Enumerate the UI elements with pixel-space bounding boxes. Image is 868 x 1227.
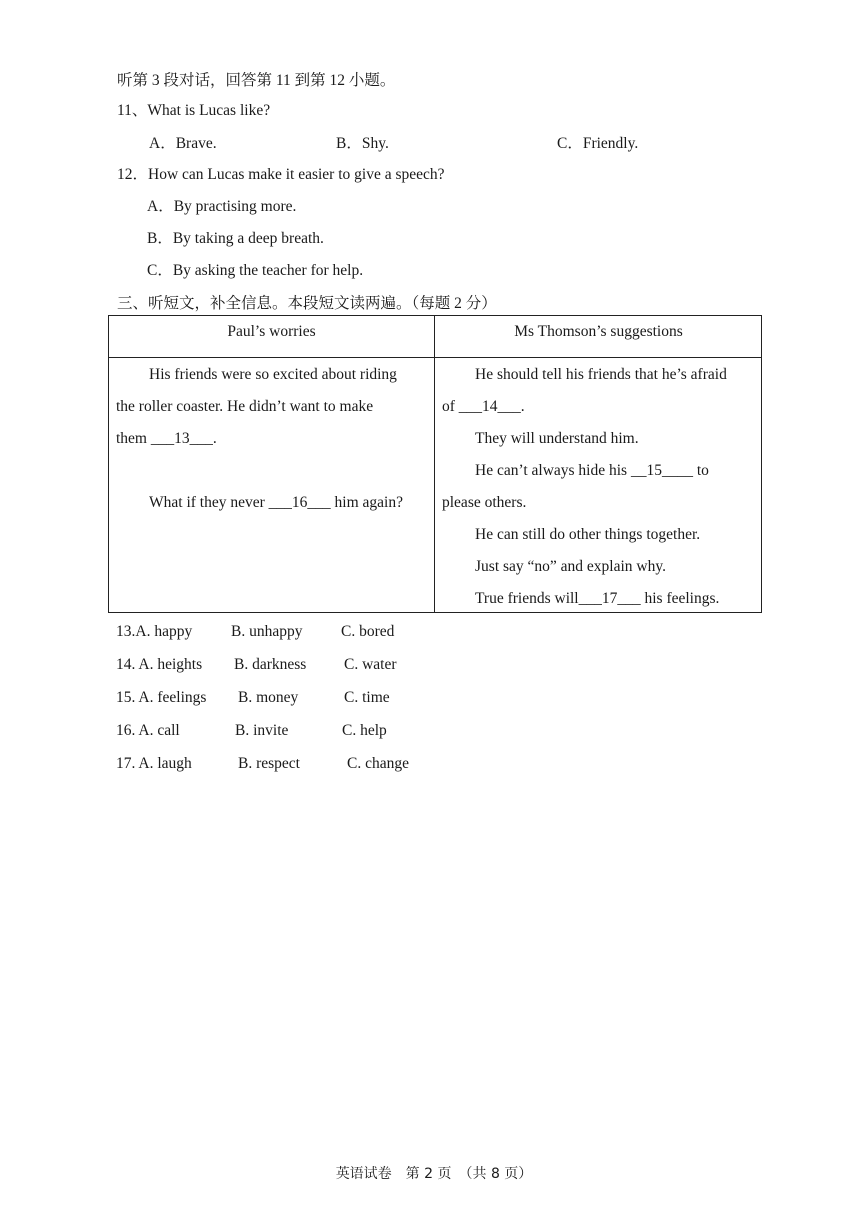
question-11-stem: 11、What is Lucas like?	[117, 102, 271, 119]
choice-14-b: B. darkness	[234, 656, 307, 673]
choice-13-b: B. unhappy	[231, 623, 303, 640]
col2-line: please others.	[442, 494, 527, 511]
choice-13-a: 13.A. happy	[116, 623, 193, 640]
col1-line: What if they never ___16___ him again?	[149, 494, 403, 511]
col2-line: Just say “no” and explain why.	[475, 558, 666, 575]
choice-16-c: C. help	[342, 722, 387, 739]
page-footer: 英语试卷 第 2 页 （共 8 页）	[335, 1166, 533, 1182]
col1-header: Paul’s worries	[227, 323, 316, 340]
choice-13-c: C. bored	[341, 623, 395, 640]
question-12-option-b: B．By taking a deep breath.	[147, 230, 324, 247]
col2-line: He can’t always hide his __15____ to	[475, 462, 709, 479]
col2-line: He should tell his friends that he’s afraid	[475, 366, 727, 383]
choice-16-a: 16. A. call	[116, 722, 180, 739]
col1-line: the roller coaster. He didn’t want to make	[116, 398, 374, 415]
col2-line: They will understand him.	[475, 430, 639, 447]
table-header-divider	[109, 357, 761, 358]
choice-15-c: C. time	[344, 689, 390, 706]
choice-17-a: 17. A. laugh	[116, 755, 192, 772]
choice-15-a: 15. A. feelings	[116, 689, 207, 706]
col1-line: them ___13___.	[116, 430, 217, 447]
table-column-divider	[434, 316, 435, 612]
section3-heading: 三、听短文，补全信息。本段短文读两遍。（每题 2 分）	[117, 295, 497, 312]
col2-line: of ___14___.	[442, 398, 525, 415]
col2-line: He can still do other things together.	[475, 526, 701, 543]
question-12-option-a: A．By practising more.	[147, 198, 297, 215]
question-11-option-b: B．Shy.	[336, 135, 389, 152]
info-table	[108, 315, 762, 613]
choice-17-c: C. change	[347, 755, 409, 772]
question-12-stem: 12．How can Lucas make it easier to give a speech?	[117, 166, 445, 183]
choice-17-b: B. respect	[238, 755, 300, 772]
question-11-option-c: C．Friendly.	[557, 135, 639, 152]
question-11-option-a: A．Brave.	[149, 135, 217, 152]
choice-16-b: B. invite	[235, 722, 289, 739]
col2-header: Ms Thomson’s suggestions	[514, 323, 683, 340]
choice-14-c: C. water	[344, 656, 397, 673]
choice-14-a: 14. A. heights	[116, 656, 203, 673]
question-12-option-c: C．By asking the teacher for help.	[147, 262, 364, 279]
col2-line: True friends will___17___ his feelings.	[475, 590, 720, 607]
dialog3-heading: 听第 3 段对话，回答第 11 到第 12 小题。	[117, 72, 396, 89]
col1-line: His friends were so excited about riding	[149, 366, 397, 383]
choice-15-b: B. money	[238, 689, 299, 706]
